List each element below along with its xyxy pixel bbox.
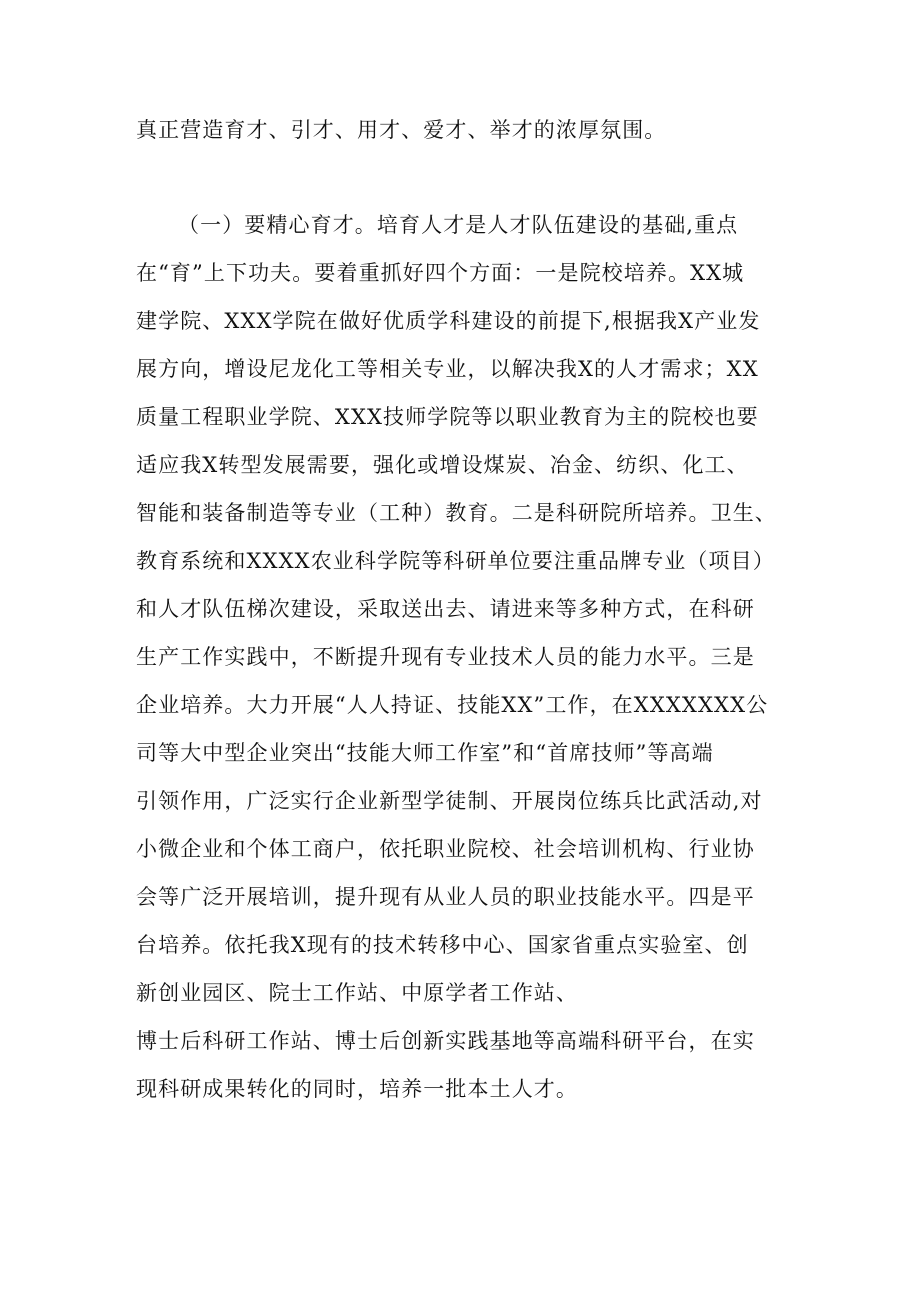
paragraph-line: 和人才队伍梯次建设，采取送出去、请进来等多种方式，在科研 [136, 597, 755, 621]
paragraph-line: 教育系统和XXXX农业科学院等科研单位要注重品牌专业（项目） [136, 549, 775, 573]
paragraph-line: 会等广泛开展培训，提升现有从业人员的职业技能水平。四是平 [136, 885, 755, 909]
paragraph-line: 适应我X转型发展需要，强化或增设煤炭、冶金、纺织、化工、 [136, 453, 749, 477]
paragraph-line: 司等大中型企业突出“技能大师工作室”和“首席技师”等高端 [136, 741, 714, 765]
paragraph-line: 现科研成果转化的同时，培养一批本土人才。 [136, 1077, 578, 1101]
paragraph-line: 小微企业和个体工商户，依托职业院校、社会培训机构、行业协 [136, 837, 755, 861]
paragraph-line: 博士后科研工作站、博士后创新实践基地等高端科研平台，在实 [136, 1029, 755, 1053]
intro-line: 真正营造育才、引才、用才、爱才、举才的浓厚氛围。 [136, 118, 667, 142]
paragraph-line: （一）要精心育才。培育人才是人才队伍建设的基础,重点 [178, 213, 739, 237]
paragraph-line: 智能和装备制造等专业（工种）教育。二是科研院所培养。卫生、 [136, 501, 777, 525]
paragraph-line: 展方向，增设尼龙化工等相关专业，以解决我X的人才需求；XX [136, 357, 759, 381]
paragraph-line: 台培养。依托我X现有的技术转移中心、国家省重点实验室、创 [136, 933, 749, 957]
paragraph-line: 建学院、XXX学院在做好优质学科建设的前提下,根据我X产业发 [136, 309, 761, 333]
paragraph-line: 引领作用，广泛实行企业新型学徒制、开展岗位练兵比武活动,对 [136, 789, 763, 813]
paragraph-line: 在“育”上下功夫。要着重抓好四个方面：一是院校培养。XX城 [136, 261, 745, 285]
paragraph-line: 新创业园区、院士工作站、中原学者工作站、 [136, 981, 578, 1005]
paragraph-line: 质量工程职业学院、XXX技师学院等以职业教育为主的院校也要 [136, 405, 759, 429]
paragraph-line: 企业培养。大力开展“人人持证、技能XX”工作，在XXXXXXX公 [136, 693, 769, 717]
paragraph-line: 生产工作实践中，不断提升现有专业技术人员的能力水平。三是 [136, 645, 755, 669]
